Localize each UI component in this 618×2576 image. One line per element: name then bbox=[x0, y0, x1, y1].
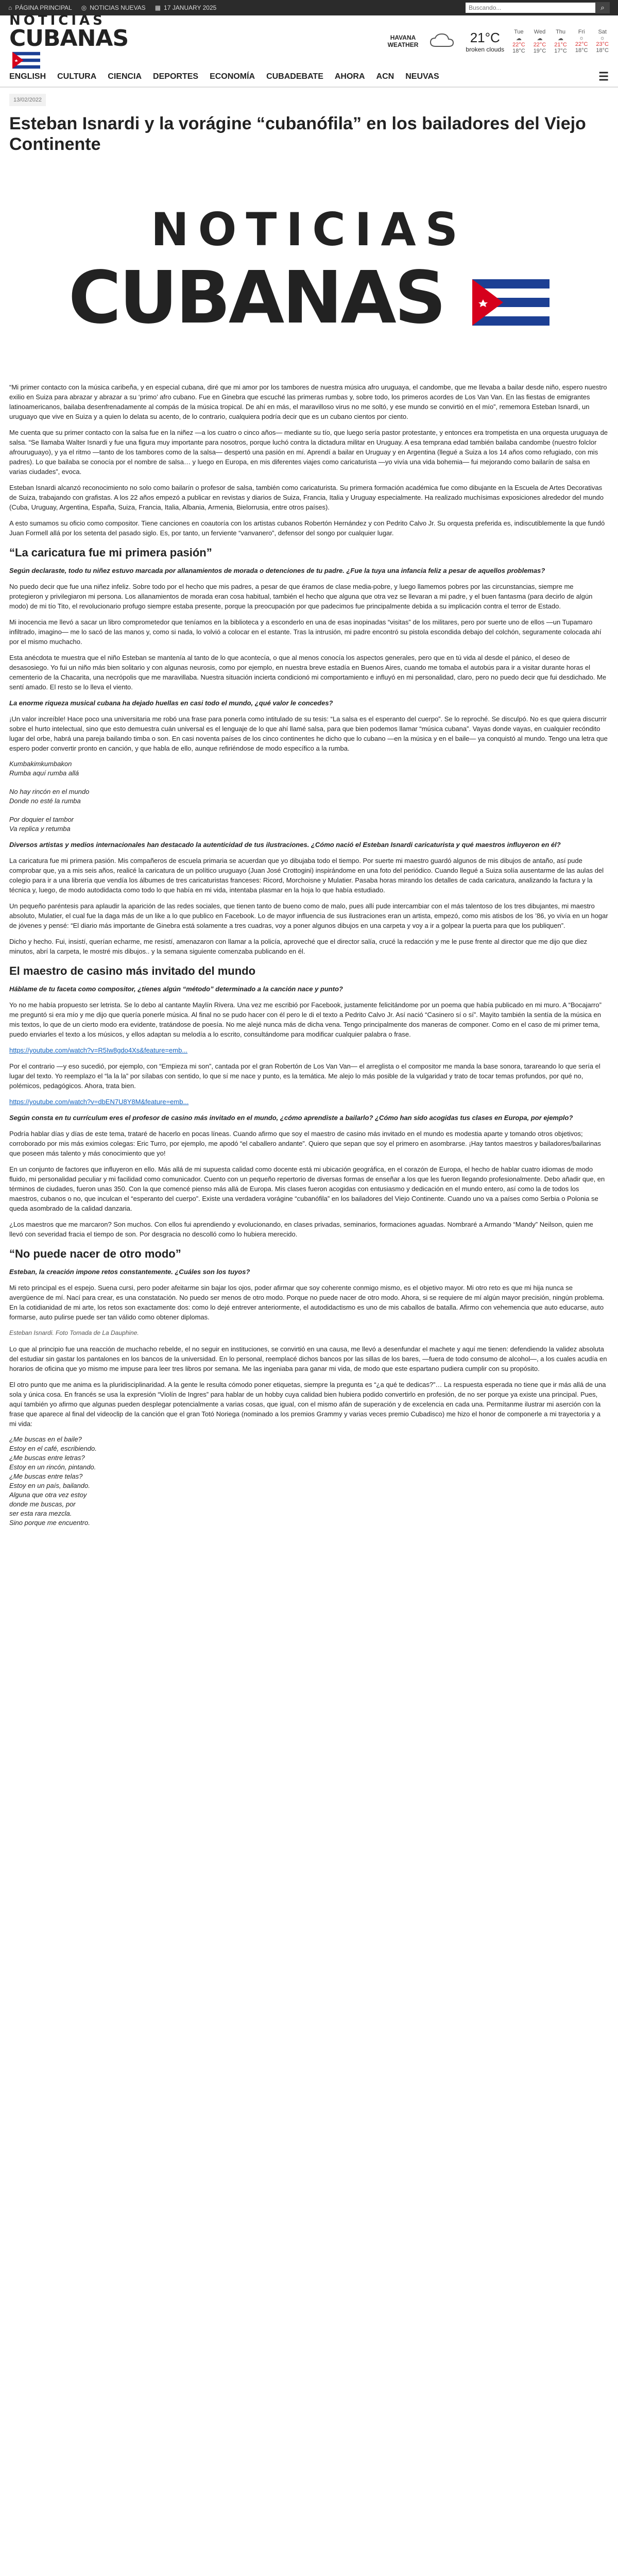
paragraph: No puedo decir que fue una niñez infeliz. Sobre todo por el hecho que mis padres, a pesar de que éramos de clase media-pobre, y luego llamemos pobres por las circunstancias, siempre me protegieron y privilegiaron mi persona. Los allanamientos de morada eran cosa habitual, también el hecho que alguna que otra vez se llevaran a mi padre, y el buen fantasma (para decirlo de algún modo) de mi tío Tito, el revolucionario profugo siempre estaba presente, porque la preocupación por que padecimos fue principalmente debida a su implicación contra el terror de Estado. bbox=[9, 583, 593, 610]
sun-icon: ☼ bbox=[599, 35, 605, 41]
forecast-day: Sat ☼ 23°C 18°C bbox=[596, 28, 609, 54]
cloud-icon: ☁ bbox=[516, 35, 522, 42]
question: Según consta en tu currículum eres el profesor de casino más invitado en el mundo, ¿cómo aprendiste a bailarlo? ¿Cómo han sido acogidas tus clases en Europa, por ejemplo? bbox=[9, 1114, 573, 1122]
cloud-icon: ☁ bbox=[558, 35, 564, 42]
nav-item-english[interactable]: ENGLISH bbox=[9, 72, 46, 81]
forecast-day: Thu ☁ 21°C 17°C bbox=[554, 28, 567, 54]
paragraph: La caricatura fue mi primera pasión. Mis compañeros de escuela primaria se acuerdan que yo dibujaba todo el tiempo. Por suerte mi maestro guardó algunos de mis dibujos de antaño, así pude comprobar que, ya a mis seis años, realicé la caricatura de un político uruguayo (Juan José Crottogini) inspirándome en una foto del periódico. Cuando llegué a Suiza solía ausentarme de las aulas del colegio para ir a una librería que vendía los álbumes de tres caricaturistas franceses: Ricord, Morchoisne y Mulatier. Pasaba horas mirando los detalles de cada caricatura, analizando la factura y la técnica y, luego, de modo autodidacta como todo lo que había en mi vida, intentaba plasmar en la hoja lo que había estudiado. bbox=[9, 857, 604, 894]
main-nav bbox=[0, 67, 618, 88]
menu-icon[interactable]: ☰ bbox=[598, 70, 609, 83]
hero-logo: NOTICIAS CUBANAS bbox=[68, 203, 550, 340]
section-heading: “No puede nacer de otro modo” bbox=[9, 1247, 181, 1260]
question: La enorme riqueza musical cubana ha dejado huellas en casi todo el mundo, ¿qué valor le concedes? bbox=[9, 699, 333, 707]
paragraph: ¿Los maestros que me marcaron? Son muchos. Con ellos fui aprendiendo y evolucionando, en clases privadas, seminarios, formaciones aguadas. Nombraré a Armando “Mandy” Neilson, quien me llevó con severidad fracia el tiempo de son. Por desgracia no descolló como lo hubiera merecido. bbox=[9, 1221, 593, 1238]
nav-item-cultura[interactable]: CULTURA bbox=[57, 72, 97, 81]
search-input[interactable] bbox=[466, 3, 595, 13]
paragraph: Me cuenta que su primer contacto con la salsa fue en la niñez —a los cuatro o cinco años— mediante su tío, que luego sería pastor protestante, y entonces era trompetista en una orquesta uruguaya de salsa. “Se llamaba Walter Isnardi y fue una figura muy importante para nosotros, porque luchó contra la dictadura militar en Uruguay. A esa temprana edad también bailaba candombe (nuestro folclor afrouruguayo), y ya el ritmo —tanto de los tambores como de la salsa— despertó una pasión en mí. Aprendí a bailar en Uruguay y en Argentina (llegué a Suiza a los 14 años como refugiado, con mis padres). Lo que bailaba se conocía por el nombre de salsa… y luego en Europa, en mis diferentes viajes como caricaturista —yo vivía una vida bohemia— fui mejorando como bailarín de salsa en varias ciudades”, evoca. bbox=[9, 429, 608, 476]
article-date: 13/02/2022 bbox=[9, 94, 46, 106]
paragraph: Esteban Isnardi alcanzó reconocimiento no solo como bailarín o profesor de salsa, también como caricaturista. Su primera formación académica fue como dibujante en la Escuela de Artes Decorativas de Suiza, trabajando con grafistas. A los 22 años empezó a publicar en revistas y diarios de Suiza, Francia, Italia y Uruguay especialmente. Ha realizado muchísimas exposiciones alrededor del mundo (Cuba, Uruguay, Argentina, España, Suiza, Francia, Italia, Albania, Armenia, Bielorrusia, entre otros países). bbox=[9, 484, 604, 511]
nav-item-ahora[interactable]: AHORA bbox=[334, 72, 365, 81]
paragraph: Por el contrario —y eso sucedió, por ejemplo, con “Empieza mi son”, cantada por el gran Robertón de Los Van Van— el arreglista o el compositor me manda la base sonora, tarareando lo que sería el lugar del texto. Yo reemplazo el “la la la” por sílabas con sentido, lo que sí me nace y punto, es la temática. Me alejo lo más posible de la vulgaridad y trato de tocar temas profundos, por qué no, polémicos, pedagógicos. Ahora, trata bien. bbox=[9, 1062, 600, 1090]
header bbox=[0, 15, 618, 67]
paragraph: El otro punto que me anima es la pluridisciplinaridad. A la gente le resulta cómodo poner etiquetas, siempre la pregunta es “¿a qué te dedicas?”… La respuesta esperada no tiene que ir más allá de una sola y única cosa. En francés se usa la expresión “Violín de Ingres” para hablar de un hobby cuya calidad bien hubiera podido convertirlo en profesión, de no ser porque ya existe una principal. Pues, aquí también yo afirmo que algunas pueden desplegar potencialmente a varias cosas, que igual, con el mismo afán de superación y de excelencia en cada una. Permítanme ilustrar mi aserción con la frase que aparece al final del videoclip de la canción que el gran Totó Noriega (nominado a los premios Grammy y varias veces premio Cubadisco) me hizo el honor de componerle a mi trayectoria y a mi vida: bbox=[9, 1381, 606, 1428]
cuba-flag-icon bbox=[12, 52, 40, 69]
forecast-day: Tue ☁ 22°C 18°C bbox=[512, 28, 525, 54]
question: Háblame de tu faceta como compositor, ¿tienes algún “método” determinado a la canción nace y punto? bbox=[9, 985, 343, 993]
paragraph: Podría hablar días y días de este tema, trataré de hacerlo en pocas líneas. Cuando afirmo que soy el maestro de casino más invitado en el mundo es modestia aparte y tomando otros objetivos; corroborado por mis más eximios colegas: Eric Turro, por ejemplo, me apodó “el caballero andante”. Quiero que sepan que soy el primero en asombrarse. ¡Hay tantos maestros y bailadores/bailarinas que poseen más talento y más conocimiento que yo! bbox=[9, 1130, 601, 1157]
forecast-day: Wed ☁ 22°C 19°C bbox=[533, 28, 546, 54]
paragraph: En un conjunto de factores que influyeron en ello. Más allá de mi supuesta calidad como docente está mi ubicación geográfica, en el corazón de Europa, el hecho de hablar cuatro idiomas de modo fluido, mi personalidad peculiar y mi facilidad como comunicador. Cuento con un pequeño repertorio de diversas formas de enseñar a los que les fueron llegando profesionalmente. Debo añadir que, en términos de ciudades, fueron unas 350. Con la que comencé pienso más allá de Europa. Mis clases fueron acogidas con entusiasmo y dedicación en el mundo entero, así como la de todos los maestros, cubanos o no, que inculcan el “esperanto del cuerpo”. Existe una verdadera vorágine “cubanófila” en los bailadores del Viejo Continente. Cuando uno va a países como Serbia o Polonia se queda asombrado de la calidad danzaria. bbox=[9, 1165, 605, 1212]
cuba-flag-icon bbox=[472, 278, 550, 327]
section-heading: El maestro de casino más invitado del mundo bbox=[9, 964, 256, 977]
search-button[interactable] bbox=[595, 2, 610, 13]
paragraph: Esta anécdota te muestra que el niño Esteban se mantenía al tanto de lo que acontecía, o que al menos conocía los aspectos generales, pero que en tú vida al desde el pánico, el deseo de desasosiego. Yo fui un niño más bien solitario y con algunas neurosis, como por ejemplo, en nuestra breve estadía en Buenos Aires, cuando me tomaba el autobús para ir a visitar durante horas el cementerio de la Chacarita, una necrópolis que me maravillaba. Nuestra situación incierta condicionó mi comportamiento e influyó en mi personalidad, claro, pero no puedo decir que fui desdichado. Me sentí amado. El resto se lo lleva el viento. bbox=[9, 654, 607, 691]
section-heading: “La caricatura fue mi primera pasión” bbox=[9, 546, 212, 559]
weather-city: HAVANA WEATHER bbox=[387, 34, 419, 48]
search-icon: ⌕ bbox=[600, 4, 605, 11]
home-link[interactable]: ⌂ PÁGINA PRINCIPAL bbox=[8, 4, 72, 11]
nav-item-deportes[interactable]: DEPORTES bbox=[153, 72, 199, 81]
paragraph: Dicho y hecho. Fui, insistí, querían echarme, me resistí, amenazaron con llamar a la policía, aproveché que el director salía, crucé la redacción y me le puse frente al director que me dijo que diez minutos, abrí la carpeta, le mostré mis dibujos.. y la semana siguiente comenzaba publicando en él. bbox=[9, 938, 588, 955]
photo-caption: Esteban Isnardi. Foto Tomada de La Dauphine. bbox=[9, 1329, 139, 1336]
forecast-day: Fri ☼ 22°C 18°C bbox=[575, 28, 588, 54]
nav-item-neuvas[interactable]: NEUVAS bbox=[405, 72, 439, 81]
paragraph: “Mi primer contacto con la música caribeña, y en especial cubana, diré que mi amor por los tambores de nuestra música afro uruguaya, el candombe, que me llevaba a bailar desde niño, espero nuestro exilio en Suiza para abrazar y abrazar a su ‘primo’ afro cubano. Fue en Ginebra que escuché las primeras rumbas y, sobre todo, los primeros acordes de Los Van Van. En las fiestas de emigrantes latinoamericanos, bailaba desenfrenadamente al compás de la música tropical. De ahí en más, el maravilloso virus no me soltó, y ese mundo se convirtió en el mío”, rememora Esteban Isnardi, un uruguayo que vive en Suiza y a quien lo delata su acento, de lo contrario, cualquiera podría decir que es un cubano cientos por ciento. bbox=[9, 383, 607, 420]
hero-image bbox=[9, 161, 609, 382]
home-icon: ⌂ bbox=[8, 4, 12, 11]
paragraph: ¡Un valor increíble! Hace poco una universitaria me robó una frase para ponerla como intitulado de su tesis: “La salsa es el esperanto del cuerpo”. Se lo reproché. Se disculpó. No es que quiera discurrir sobre el hurto intelectual, sino que esto demuestra cuán universal es el lenguaje de lo que ahí llamé salsa, para que bien podemos llamar “música cubana”. Vayas donde vayas, en cualquier recóndito lugar del orbe, habrá una pareja bailando timba o son. En casi noventa países de los cinco continentes he dicho que lo cubano —en la música y en el baile— ya conquistó al mundo. Tengo una letra que espero poder convertir pronto en canción, y que habla de ello, aunque refiriéndose de modo específico a la rumba. bbox=[9, 715, 608, 752]
article bbox=[0, 94, 618, 1528]
nav-item-acn[interactable]: ACN bbox=[376, 72, 394, 81]
question: Según declaraste, todo tu niñez estuvo marcada por allanamientos de morada o detenciones de tu padre. ¿Fue la tuya una infancia feliz a pesar de aquellos problemas? bbox=[9, 567, 545, 574]
poem: ¿Me buscas en el baile? Estoy en el café, escribiendo. ¿Me buscas entre letras? Estoy en un rincón, pintando. ¿Me buscas entre telas? Estoy en un país, bailando. Alguna que otra vez estoy donde me buscas, por ser esta rara mezcla. Sino porque me encuentro. bbox=[9, 1435, 97, 1527]
calendar-icon: ▦ bbox=[154, 4, 161, 11]
news-link[interactable]: ◎ NOTICIAS NUEVAS bbox=[81, 4, 146, 11]
article-title: Esteban Isnardi y la vorágine “cubanófila” en los bailadores del Viejo Continente bbox=[9, 114, 586, 154]
question: Diversos artistas y medios internacionales han destacado la autenticidad de tus ilustraciones. ¿Cómo nació el Esteban Isnardi caricaturista y qué maestros influyeron en él? bbox=[9, 841, 561, 849]
video-link[interactable]: https://youtube.com/watch?v=dbEN7U8Y8M&feature=emb... bbox=[9, 1098, 189, 1106]
nav-item-ciencia[interactable]: CIENCIA bbox=[108, 72, 142, 81]
weather-current: 21°C broken clouds bbox=[466, 29, 505, 53]
paragraph: A esto sumamos su oficio como compositor. Tiene canciones en coautoría con los artistas cubanos Robertón Hernández y con Pedrito Calvo Jr. Su orquesta preferida es, indiscutiblemente la que fundó Juan Formell allá por los setenta del pasado siglo. Es, por tanto, un ferviente “vanvanero”, defensor del songo por cualquier lugar. bbox=[9, 519, 605, 537]
forecast bbox=[512, 29, 609, 54]
paragraph: Yo no me había propuesto ser letrista. Se lo debo al cantante Maylín Rivera. Una vez me escribió por Facebook, justamente felicitándome por un poema que había publicado en mi muro. A “Bocajarro” me preguntó si era mío y me dijo que quería ponerle música. Al final no se pudo hacer con él pero le di el texto a Pedrito Calvo Jr. Así nació “Casinero sí o sí”. Mayito también la sentía de la música en mis textos, lo que de un cierto modo era evidente, tratándose de poesía. No me alejé nunca más de dicha vena. Tengo principalmente dos maneras de componer. Como en el caso de mi primer tema, puedo enviarles el texto a los músicos, y ellos adaptan su melodía a lo escrito, consultándome para modificar cualquier palabra o frase. bbox=[9, 1001, 602, 1038]
paragraph: Lo que al principio fue una reacción de muchacho rebelde, el no seguir en instituciones, se convirtió en una causa, me llevó a desenfundar el machete y aquí me tienen: defendiendo la validez absoluta del estudiar sin gastar los pantalones en los bancos de la universidad. En lo personal, reemplacé dichos bancos por las sillas de los bares, —fuera de todo consumo de alcohol—, a los cuales acudía en horarios de oficina que yo mismo me impuse para leer tres libros por semana. Me las ingeniaba para ganar mi vida, de modo que este espartano pudiera cumplir con su propósito. bbox=[9, 1345, 607, 1372]
poem: Kumbakimkumbakon Rumba aquí rumba allá No hay rincón en el mundo Donde no esté la rumba Por doquier el tambor Va replica y retumba bbox=[9, 760, 90, 833]
question: Esteban, la creación impone retos constantemente. ¿Cuáles son los tuyos? bbox=[9, 1268, 250, 1276]
weather-widget bbox=[133, 29, 609, 54]
paragraph: Mi inocencia me llevó a sacar un libro comprometedor que teníamos en la biblioteca y a esconderlo en una de esas inopinadas “visitas” de los militares, pero por suerte uno de ellos —un Tupamaro infiltrado, imagino— me lo sacó de las manos y, como si nada, lo volvió a colocar en el estante. Tras la intrusión, mi padre encontró su pistola escondida debajo del colchón, seguramente colocada ahí por el mismo muchacho. bbox=[9, 618, 602, 646]
globe-icon: ◎ bbox=[81, 4, 87, 11]
date-label: ▦ 17 JANUARY 2025 bbox=[154, 4, 217, 11]
top-links bbox=[8, 4, 216, 11]
sun-icon: ☼ bbox=[579, 35, 585, 41]
cloud-icon: ☁ bbox=[537, 35, 543, 42]
nav-item-economia[interactable]: ECONOMÍA bbox=[210, 72, 255, 81]
cloud-icon bbox=[426, 31, 457, 52]
paragraph: Mi reto principal es el espejo. Suena cursi, pero poder afeitarme sin bajar los ojos, poder afirmar que soy coherente conmigo mismo, es el objetivo mayor. Mi otro reto es que mi hija nunca se avergüence de mí. Nací para crear, es una constatación. No puedo ser menos de otro modo. Porque no puede nacer de otro modo. Ahora, si se requiere de mí algún mayor precisión, ningún problema. En la cotidianidad de mi arte, los retos son exactamente dos: como lo dejé entrever anteriormente, el autodidactismo es uno de mis caballos de batalla. Afirmo con vehemencia que auto educarse, auto formarse, auto pulirse puede ser tan válido como obtener diplomas. bbox=[9, 1284, 605, 1321]
site-logo[interactable]: NOTICIAS CUBANAS bbox=[9, 13, 133, 70]
video-link[interactable]: https://youtube.com/watch?v=R5Iw8gdo4Xs&feature=emb... bbox=[9, 1046, 188, 1054]
search-box bbox=[466, 2, 610, 13]
nav-item-cubadebate[interactable]: CUBADEBATE bbox=[266, 72, 323, 81]
paragraph: Un pequeño paréntesis para aplaudir la aparición de las redes sociales, que tienen tanto de bueno como de malo, pues allí pude intercambiar con el más talentoso de los tres dibujantes, mi maestro absoluto, Mulatier, el cual fue la daga más de un like a lo que publico en Facebook. Lo de mayor influencia de sus ilustraciones eran un artista, empezó, como mis atisbos de los ’86, yo vivía en un hogar de jóvenes y pensé: “El diario más importante de Ginebra está solamente a tres cuadras, voy a poner algunos dibujos en una carpeta y voy a ir a golpear la puerta para que los publiquen”. bbox=[9, 902, 608, 929]
